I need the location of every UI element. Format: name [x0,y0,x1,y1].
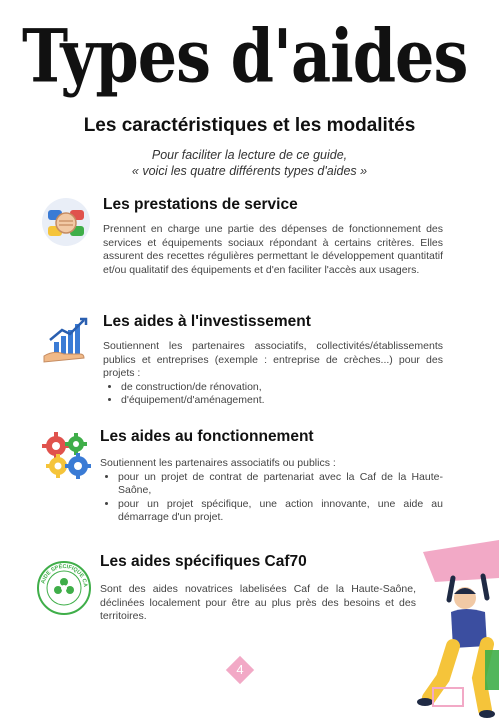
caf70-seal-icon [36,560,92,616]
page-title: Types d'aides [22,12,468,100]
list-item: • pour un projet de contrat de partenariat avec la Caf de la Haute-Saône, [118,471,443,498]
seal-text: AIDE SPÉCIFIQUE CA [40,563,89,588]
page-subtitle: Les caractéristiques et les modalités [83,115,416,136]
person-holding-sign-illustration [413,538,499,720]
intro-line-2: « voici les quatre différents types d'aides » [131,164,368,178]
section-title-investissement: Les aides à l'investissement [103,313,311,330]
list-item: • pour un projet spécifique, une action innovante, une aide au démarrage d'un projet. [118,498,443,525]
section-text-fonctionnement [100,457,443,525]
intro-line-1: Pour faciliter la lecture de ce guide, [151,148,348,162]
handshake-hands-icon [40,196,92,248]
bullet-list-investissement [103,381,443,408]
bullet-list-fonctionnement [100,471,443,525]
section-title-specifiques: Les aides spécifiques Caf70 [100,553,307,570]
list-item: • de construction/de rénovation, [121,381,443,395]
section-intro-investissement: Soutiennent les partenaires associatifs, collectivités/établissements publics et entreprises (exemple : entreprise de crèches...) pour des projets : [103,340,443,380]
section-title-prestations: Les prestations de service [103,196,298,213]
intro-text [0,147,499,179]
list-item: • d'équipement/d'aménagement. [121,394,443,408]
gears-icon [40,430,92,480]
growth-chart-icon [40,316,92,364]
section-title-fonctionnement: Les aides au fonctionnement [100,428,314,445]
section-intro-fonctionnement: Soutiennent les partenaires associatifs ou publics : [100,457,336,469]
section-text-investissement [103,340,443,408]
section-text-specifiques: Sont des aides novatrices labelisées Caf de la Haute-Saône, déclinées localement pour être au plus près des besoins et des territoires. [100,583,416,623]
section-text-prestations: Prennent en charge une partie des dépenses de fonctionnement des services et équipements sociaux répondant à certains critères. Elles assurent des recettes régulières permettant le développement quantitatif et/ou qualitatif des équipements et d'en faciliter l'accès aux usagers. [103,223,443,276]
page-number: 4 [236,662,244,677]
page-number-badge [225,655,255,685]
